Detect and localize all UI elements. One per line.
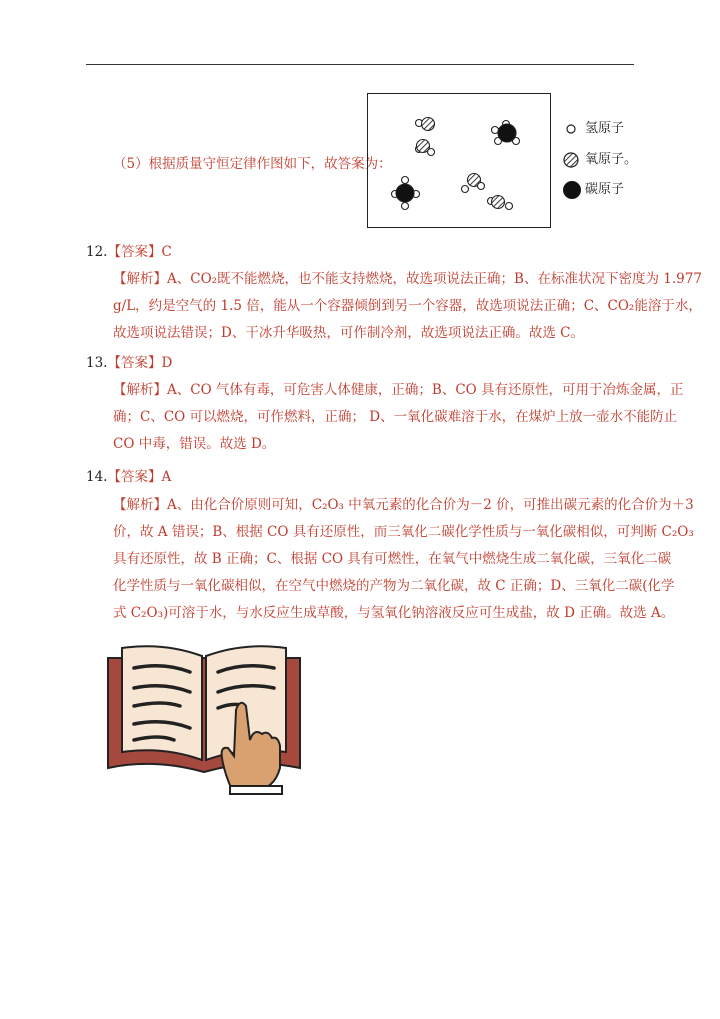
- explanation-line: g/L，约是空气的 1.5 倍，能从一个容器倾倒到另一个容器，故选项说法正确；C、CO₂能溶于水，: [113, 298, 702, 314]
- explanation-line: A、由化合价原则可知，C₂O₃ 中氧元素的化合价为－2 价，可推出碳元素的化合价为＋3: [167, 497, 694, 513]
- answer-14: [86, 468, 171, 486]
- explanation-13: [113, 377, 684, 458]
- carbon-atom-icon: [563, 181, 583, 201]
- explanation-line: 价，故 A 错误；B、根据 CO 具有还原性，而三氧化二碳化学性质与一氧化碳相似，可判断 C₂O₃: [113, 524, 694, 540]
- hydrogen-atom-icon: [563, 120, 581, 138]
- question-number: 14.: [86, 469, 108, 485]
- explanation-tag: 【解析】: [113, 271, 167, 287]
- explanation-tag: 【解析】: [113, 382, 167, 398]
- legend-label: 氧原子。: [585, 152, 638, 167]
- answer-label: 【答案】A: [107, 469, 172, 485]
- answer-12: [86, 243, 172, 261]
- explanation-line: 确；C、CO 可以燃烧，可作燃料，正确； D、一氧化碳难溶于水，在煤炉上放一壶水不能防止: [113, 409, 678, 425]
- methane-molecule: [392, 177, 420, 210]
- explanation-line: 具有还原性，故 B 正确；C、根据 CO 具有可燃性，在氧气中燃烧生成二氧化碳，三氧化二碳: [113, 551, 672, 567]
- explanation-line: 式 C₂O₃)可溶于水，与水反应生成草酸，与氢氧化钠溶液反应可生成盐，故 D 正确。故选 A。: [113, 605, 675, 621]
- open-book-illustration: [104, 640, 304, 799]
- legend-label: 氢原子: [585, 121, 625, 136]
- explanation-12: [113, 266, 702, 347]
- question-number: 12.: [86, 244, 108, 260]
- book-pointing-hand-icon: [104, 640, 304, 795]
- oxygen-molecule: [416, 118, 435, 156]
- legend-hydrogen: [563, 120, 663, 138]
- molecule-diagram: [367, 93, 551, 228]
- explanation-line: 化学性质与一氧化碳相似，在空气中燃烧的产物为二氧化碳，故 C 正确；D、三氧化二碳(化学: [113, 578, 675, 594]
- explanation-tag: 【解析】: [113, 497, 167, 513]
- explanation-line: 故选项说法错误；D、干冰升华吸热，可作制冷剂，故选项说法正确。故选 C。: [113, 325, 584, 341]
- answer-label: 【答案】C: [107, 244, 172, 260]
- oxygen-atom-icon: [563, 151, 581, 169]
- header-rule: [86, 64, 634, 65]
- molecule-drawing: [368, 94, 552, 229]
- legend-carbon: [563, 181, 663, 199]
- item-5-text: （5）根据质量守恒定律作图如下，故答案为：: [113, 156, 392, 172]
- oxygen-molecule: [462, 174, 513, 210]
- explanation-14: [113, 492, 694, 627]
- question-number: 13.: [86, 355, 108, 371]
- explanation-line: A、CO₂既不能燃烧，也不能支持燃烧，故选项说法正确；B、在标准状况下密度为 1.977: [167, 271, 702, 287]
- answer-label: 【答案】D: [107, 355, 173, 371]
- methane-molecule: [492, 121, 520, 145]
- answer-13: [86, 354, 172, 372]
- explanation-line: A、CO 气体有毒，可危害人体健康，正确；B、CO 具有还原性，可用于冶炼金属，正: [167, 382, 684, 398]
- legend-label: 碳原子: [585, 182, 625, 197]
- explanation-line: CO 中毒，错误。故选 D。: [113, 436, 276, 452]
- legend-oxygen: [563, 151, 663, 169]
